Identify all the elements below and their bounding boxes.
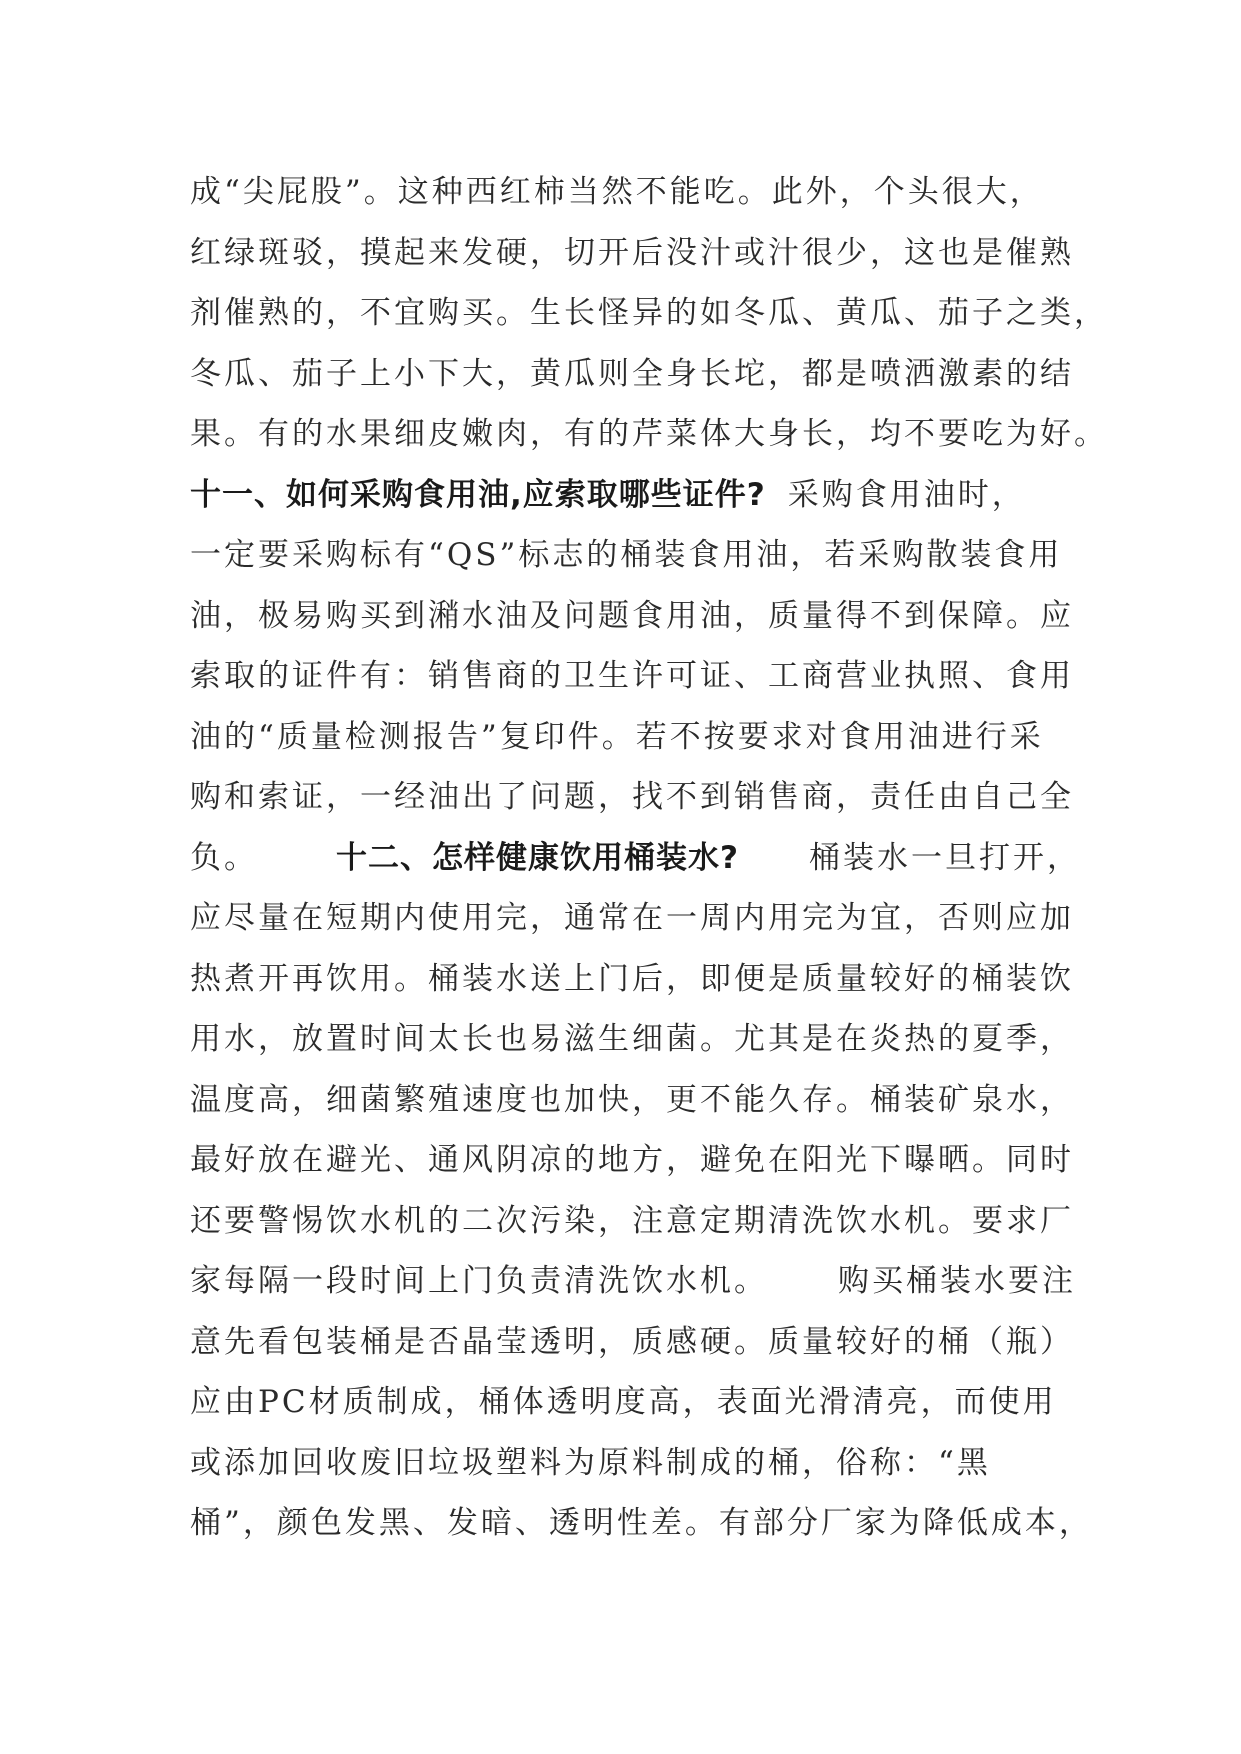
text-line: 索取的证件有：销售商的卫生许可证、工商营业执照、食用 <box>190 658 1074 694</box>
text-line: 一定要采购标有“QS”标志的桶装食用油，若采购散装食用 <box>190 537 1063 573</box>
document-body <box>190 162 1108 1554</box>
text-line-with-heading <box>190 828 1081 889</box>
text-line: 应尽量在短期内使用完，通常在一周内用完为宜，否则应加 <box>190 900 1074 936</box>
text-line: 温度高，细菌繁殖速度也加快，更不能久存。桶装矿泉水， <box>190 1081 1074 1118</box>
text-segment: 桶装水一旦打开， <box>808 839 1081 876</box>
text-line: 冬瓜、茄子上小下大，黄瓜则全身长坨，都是喷洒激素的结 <box>190 355 1074 392</box>
text-line: 还要警惕饮水机的二次污染，注意定期清洗饮水机。要求厂 <box>190 1202 1074 1239</box>
text-line: 红绿斑驳，摸起来发硬，切开后没汁或汁很少，这也是催熟 <box>190 234 1074 271</box>
text-segment: 采购食用油时， <box>787 476 1026 513</box>
text-line: 热煮开再饮用。桶装水送上门后，即便是质量较好的桶装饮 <box>190 960 1074 997</box>
text-line: 桶”，颜色发黑、发暗、透明性差。有部分厂家为降低成本， <box>190 1505 1093 1541</box>
text-line: 或添加回收废旧垃圾塑料为原料制成的桶，俗称：“黑 <box>190 1444 991 1481</box>
section-heading-12: 十二、怎样健康饮用桶装水? <box>336 839 739 876</box>
text-segment: 负。 <box>190 839 258 876</box>
text-line: 成“尖屁股”。这种西红柿当然不能吃。此外，个头很大， <box>190 174 1044 210</box>
section-heading-11: 十一、如何采购食用油,应索取哪些证件? <box>190 476 766 513</box>
text-line: 剂催熟的，不宜购买。生长怪异的如冬瓜、黄瓜、茄子之类， <box>190 295 1108 331</box>
text-line: 油的“质量检测报告”复印件。若不按要求对食用油进行采 <box>190 718 1044 755</box>
text-line: 最好放在避光、通风阴凉的地方，避免在阳光下曝晒。同时 <box>190 1142 1074 1178</box>
text-line: 应由PC材质制成，桶体透明度高，表面光滑清亮，而使用 <box>190 1384 1057 1420</box>
text-line: 意先看包装桶是否晶莹透明，质感硬。质量较好的桶（瓶） <box>190 1323 1074 1360</box>
text-segment: 购买桶装水要注 <box>838 1263 1076 1299</box>
text-line: 果。有的水果细皮嫩肉，有的芹菜体大身长，均不要吃为好。 <box>190 416 1108 452</box>
text-line-with-heading <box>190 465 1060 526</box>
text-line: 用水，放置时间太长也易滋生细菌。尤其是在炎热的夏季， <box>190 1021 1074 1057</box>
text-line: 油，极易购买到潲水油及问题食用油，质量得不到保障。应 <box>190 597 1074 634</box>
text-line: 购和索证，一经油出了问题，找不到销售商，责任由自己全 <box>190 779 1074 815</box>
text-segment: 家每隔一段时间上门负责清洗饮水机。 <box>190 1263 768 1299</box>
text-line <box>190 1251 1076 1312</box>
